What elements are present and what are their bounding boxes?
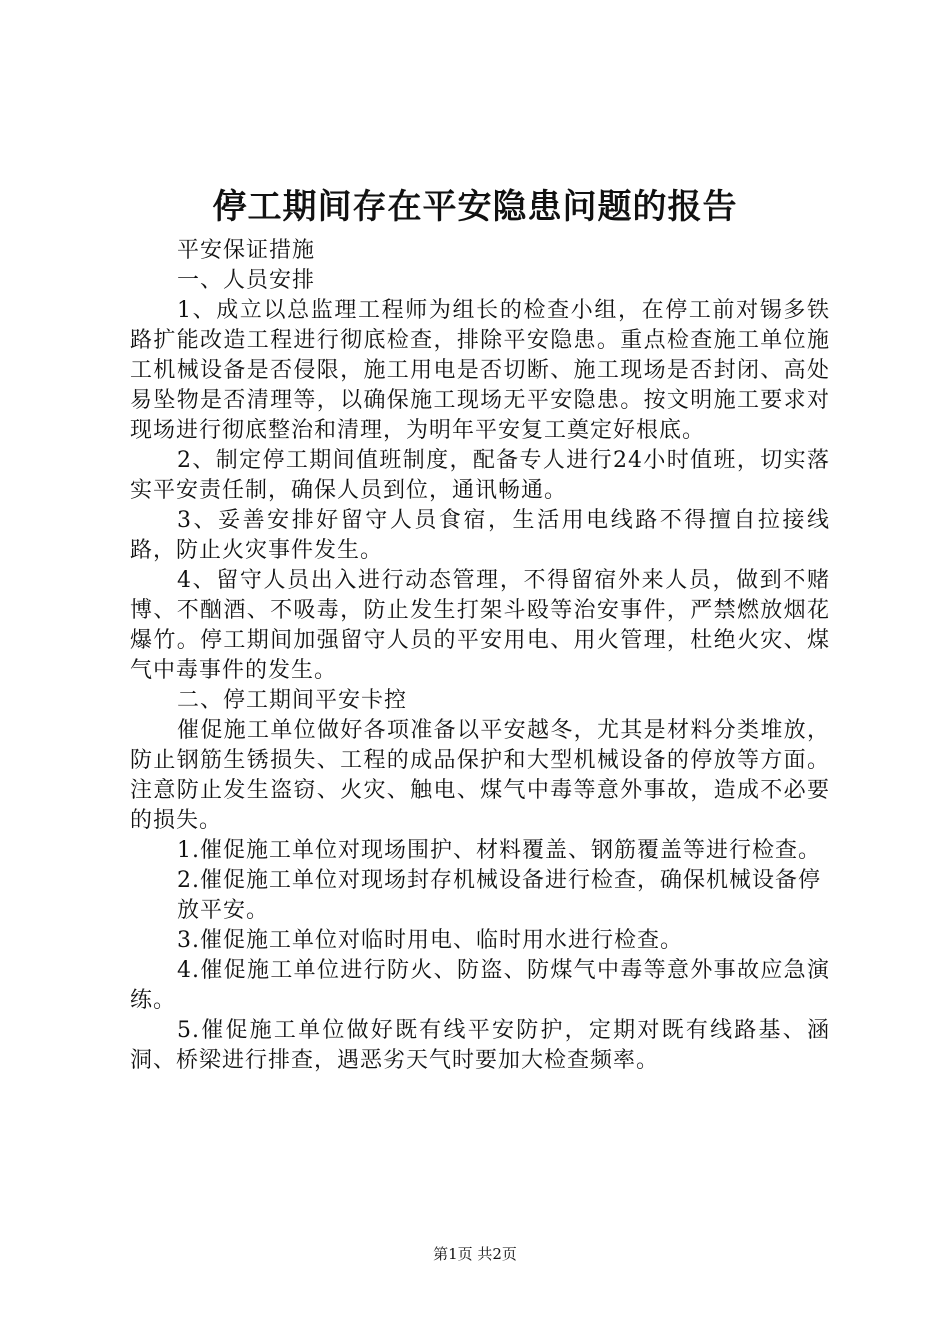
paragraph-item-3: 3、妥善安排好留守人员食宿，生活用电线路不得擅自拉接线路，防止火灾事件发生。 [130,508,830,563]
list-item-5: 5.催促施工单位做好既有线平安防护，定期对既有线路基、涵洞、桥梁进行排查，遇恶劣天气时要加大检查频率。 [130,1018,830,1073]
page-footer: 第1页 共2页 [433,1245,517,1263]
document-title: 停工期间存在平安隐患问题的报告 [212,187,738,227]
paragraph-item-4: 4、留守人员出入进行动态管理，不得留宿外来人员，做到不赌博、不酗酒、不吸毒，防止发生打架斗殴等治安事件，严禁燃放烟花爆竹。停工期间加强留守人员的平安用电、用火管理，杜绝火灾、煤气中毒事件的发生。 [130,568,830,683]
paragraph-item-2: 2、制定停工期间值班制度，配备专人进行24小时值班，切实落实平安责任制，确保人员到位，通讯畅通。 [130,448,830,503]
heading-shutdown-control: 二、停工期间平安卡控 [177,688,408,713]
list-item-2-continued: 放平安。 [177,898,270,923]
list-item-4: 4.催促施工单位进行防火、防盗、防煤气中毒等意外事故应急演练。 [130,958,830,1013]
list-item-3: 3.催促施工单位对临时用电、临时用水进行检查。 [177,928,683,953]
paragraph-item-1: 1、成立以总监理工程师为组长的检查小组，在停工前对锡多铁路扩能改造工程进行彻底检查，排除平安隐患。重点检查施工单位施工机械设备是否侵限，施工用电是否切断、施工现场是否封闭、高处易坠物是否清理等，以确保施工现场无平安隐患。按文明施工要求对现场进行彻底整治和清理，为明年平安复工奠定好根底。 [130,298,830,443]
heading-personnel-arrangement: 一、人员安排 [177,268,316,293]
paragraph-safety-measures: 平安保证措施 [177,238,316,263]
document-body [130,236,830,1076]
list-item-1: 1.催促施工单位对现场围护、材料覆盖、钢筋覆盖等进行检查。 [177,838,821,863]
list-item-2: 2.催促施工单位对现场封存机械设备进行检查，确保机械设备停 [177,868,821,893]
paragraph-urge-preparation: 催促施工单位做好各项准备以平安越冬，尤其是材料分类堆放，防止钢筋生锈损失、工程的成品保护和大型机械设备的停放等方面。注意防止发生盗窃、火灾、触电、煤气中毒等意外事故，造成不必要的损失。 [130,718,830,833]
